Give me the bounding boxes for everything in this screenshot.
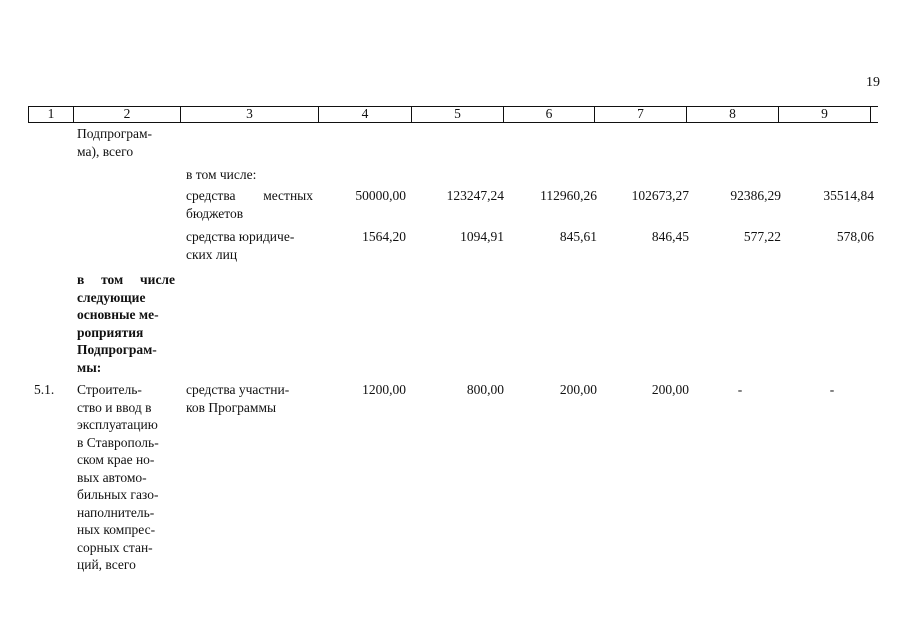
item-name-line: ций, всего (77, 557, 136, 572)
subprogram-name-line: Подпрограм- (77, 126, 153, 141)
item-number: 5.1. (34, 382, 55, 397)
legal-entities-label (186, 228, 313, 263)
local-budget-label (186, 187, 313, 222)
including-label: в том числе: (186, 167, 257, 182)
legal-entities-value-col5: 1094,91 (460, 229, 504, 244)
activities-header-line: мы: (77, 359, 102, 375)
item-name (77, 381, 175, 574)
header-col-7: 7 (595, 107, 687, 122)
local-budget-value-col5: 123247,24 (446, 188, 504, 203)
word: в (77, 272, 85, 287)
local-budget-value-col8: 92386,29 (730, 188, 781, 203)
header-col-6: 6 (504, 107, 595, 122)
item-name-line: вых автомо- (77, 469, 147, 485)
word: средства (186, 188, 236, 203)
header-col-1: 1 (29, 107, 74, 122)
item-name-line: сорных стан- (77, 539, 153, 555)
activities-header-line: роприятия (77, 324, 144, 340)
local-budget-label-line: бюджетов (186, 205, 244, 221)
item-value-col4: 1200,00 (362, 382, 406, 397)
activities-header-line: следующие (77, 289, 146, 305)
item-value-col6: 200,00 (559, 382, 597, 397)
legal-entities-value-col8: 577,22 (743, 229, 781, 244)
activities-header-line (77, 271, 175, 289)
local-budget-value-col4: 50000,00 (355, 188, 406, 203)
local-budget-value-col9: 35514,84 (823, 188, 874, 203)
header-col-5: 5 (412, 107, 504, 122)
item-value-col5: 800,00 (466, 382, 504, 397)
header-col-4: 4 (319, 107, 412, 122)
word: числе (140, 272, 175, 287)
item-name-line: ство и ввод в (77, 399, 152, 415)
item-value-col7: 200,00 (651, 382, 689, 397)
item-name-line: наполнитель- (77, 504, 155, 520)
activities-header-line: Подпрограм- (77, 342, 157, 357)
header-col-2: 2 (74, 107, 181, 122)
item-name-line: ных компрес- (77, 522, 156, 537)
page-number: 19 (866, 75, 880, 90)
legal-entities-value-col9: 578,06 (836, 229, 874, 244)
legal-entities-value-col6: 845,61 (559, 229, 597, 244)
item-name-line: в Ставрополь- (77, 434, 159, 450)
subprogram-name (77, 125, 177, 160)
legal-entities-label-line: ских лиц (186, 246, 238, 262)
item-source-line: ков Программы (186, 399, 277, 415)
legal-entities-value-col4: 1564,20 (362, 229, 406, 244)
activities-header-line: основные ме- (77, 307, 159, 322)
legal-entities-value-col7: 846,45 (651, 229, 689, 244)
local-budget-value-col6: 112960,26 (540, 188, 597, 203)
local-budget-value-col7: 102673,27 (631, 188, 689, 203)
item-name-line: Строитель- (77, 382, 142, 397)
header-col-9: 9 (779, 107, 871, 122)
legal-entities-label-line: средства юридиче- (186, 229, 295, 244)
table-header-row (28, 106, 878, 123)
item-name-line: ском крае но- (77, 452, 155, 467)
word: том (101, 272, 124, 287)
subprogram-name-line: ма), всего (77, 143, 134, 159)
activities-header (77, 271, 175, 376)
header-col-8: 8 (687, 107, 779, 122)
header-col-3: 3 (181, 107, 319, 122)
item-value-col9: - (829, 382, 835, 397)
item-value-col8: - (737, 382, 743, 397)
item-name-line: бильных газо- (77, 487, 159, 502)
item-source-line: средства участни- (186, 382, 290, 397)
local-budget-label-line (186, 187, 313, 205)
word: местных (263, 188, 313, 203)
item-source (186, 381, 313, 416)
item-name-line: эксплуатацию (77, 417, 158, 432)
